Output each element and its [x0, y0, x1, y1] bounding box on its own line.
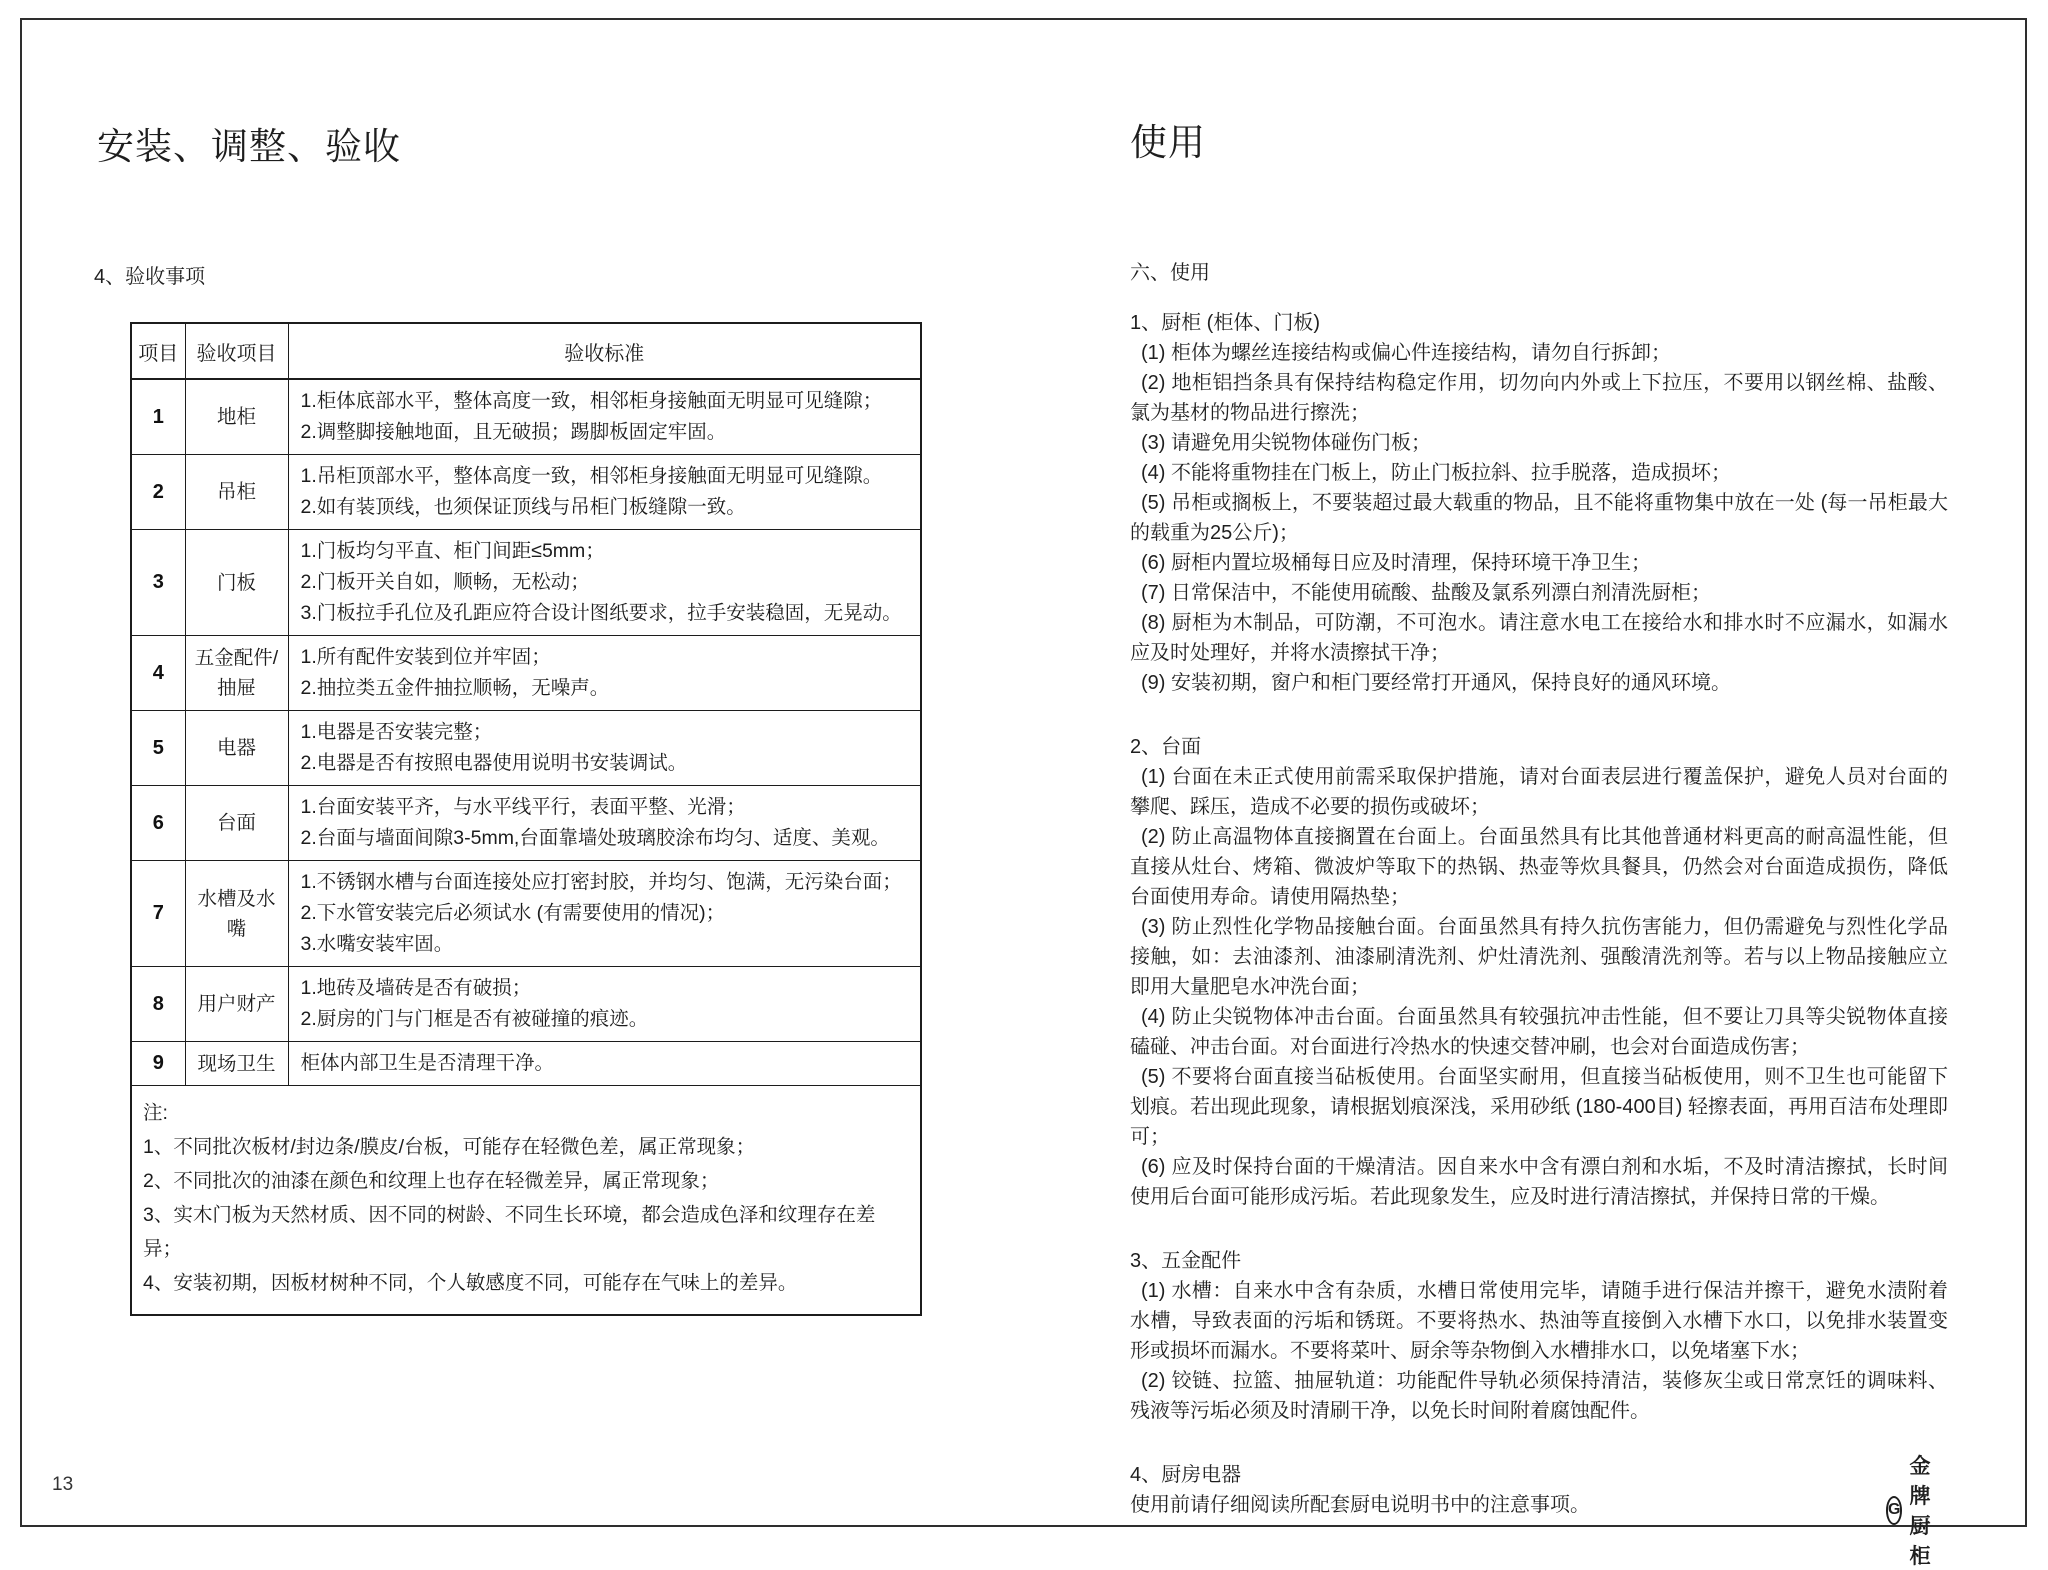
usage-intro: 使用前请仔细阅读所配套厨电说明书中的注意事项。	[1130, 1494, 1590, 1516]
standard-line: 1.所有配件安装到位并牢固；	[300, 646, 551, 668]
row-standard	[288, 861, 921, 967]
table-row	[131, 711, 921, 786]
section-heading: 4、厨房电器	[1130, 1464, 1242, 1486]
usage-item: (2) 防止高温物体直接搁置在台面上。台面虽然具有比其他普通材料更高的耐高温性能，但直接从灶台、烤箱、微波炉等取下的热锅、热壶等炊具餐具，仍然会对台面造成损伤，降低台面使用寿命。请使用隔热垫；	[1130, 826, 1948, 908]
row-standard	[288, 636, 921, 711]
row-item: 水槽及水嘴	[185, 861, 288, 967]
row-no: 7	[131, 861, 185, 967]
usage-item: (4) 防止尖锐物体冲击台面。台面虽然具有较强抗冲击性能，但不要让刀具等尖锐物体直接磕碰、冲击台面。对台面进行冷热水的快速交替冲刷，也会对台面造成伤害；	[1130, 1006, 1948, 1058]
usage-content	[1130, 308, 1948, 1520]
section-heading: 1、厨柜 (柜体、门板)	[1130, 312, 1320, 334]
row-no: 5	[131, 711, 185, 786]
usage-item: (8) 厨柜为木制品，可防潮，不可泡水。请注意水电工在接给水和排水时不应漏水，如漏水应及时处理好，并将水渍擦拭干净；	[1130, 612, 1948, 664]
note-line: 2、不同批次的油漆在颜色和纹理上也存在轻微差异，属正常现象；	[143, 1170, 720, 1192]
row-no: 9	[131, 1042, 185, 1086]
row-item: 五金配件/抽屉	[185, 636, 288, 711]
usage-item: (5) 不要将台面直接当砧板使用。台面坚实耐用，但直接当砧板使用，则不卫生也可能留下划痕。若出现此现象，请根据划痕深浅，采用砂纸 (180-400目) 轻擦表面，再用百洁布处理即可；	[1130, 1066, 1948, 1148]
row-no: 1	[131, 379, 185, 455]
standard-line: 1.不锈钢水槽与台面连接处应打密封胶，并均匀、饱满，无污染台面；	[300, 871, 902, 893]
right-main-heading: 六、使用	[1130, 262, 1210, 284]
section-heading: 3、五金配件	[1130, 1250, 1242, 1272]
left-section-heading: 4、验收事项	[94, 266, 206, 288]
row-item: 吊柜	[185, 455, 288, 530]
right-page-title: 使用	[1130, 122, 1206, 163]
standard-line: 1.柜体底部水平，整体高度一致，相邻柜身接触面无明显可见缝隙；	[300, 390, 883, 412]
table-row	[131, 1042, 921, 1086]
usage-item: (7) 日常保洁中，不能使用硫酸、盐酸及氯系列漂白剂清洗厨柜；	[1141, 582, 1711, 604]
standard-line: 1.电器是否安装完整；	[300, 721, 493, 743]
standard-line: 2.如有装顶线，也须保证顶线与吊柜门板缝隙一致。	[300, 496, 746, 518]
row-no: 8	[131, 967, 185, 1042]
standard-line: 3.门板拉手孔位及孔距应符合设计图纸要求，拉手安装稳固，无晃动。	[300, 602, 902, 624]
table-row	[131, 455, 921, 530]
brand-name: 金牌厨柜	[1909, 1455, 1932, 1568]
standard-line: 2.抽拉类五金件抽拉顺畅，无噪声。	[300, 677, 610, 699]
acceptance-table	[130, 322, 922, 1316]
row-standard	[288, 967, 921, 1042]
row-item: 现场卫生	[185, 1042, 288, 1086]
row-standard	[288, 711, 921, 786]
standard-line: 1.台面安装平齐，与水平线平行，表面平整、光滑；	[300, 796, 746, 818]
table-row	[131, 967, 921, 1042]
row-item: 台面	[185, 786, 288, 861]
usage-item: (6) 厨柜内置垃圾桶每日应及时清理，保持环境干净卫生；	[1141, 552, 1651, 574]
usage-item: (1) 台面在未正式使用前需采取保护措施，请对台面表层进行覆盖保护，避免人员对台面的攀爬、踩压，造成不必要的损伤或破坏；	[1130, 766, 1948, 818]
brand-logo	[1886, 1450, 1950, 1570]
table-row	[131, 636, 921, 711]
table-row	[131, 861, 921, 967]
table-row	[131, 786, 921, 861]
standard-line: 柜体内部卫生是否清理干净。	[300, 1052, 555, 1074]
row-no: 3	[131, 530, 185, 636]
notes-label: 注:	[143, 1102, 168, 1124]
row-standard	[288, 455, 921, 530]
header-acceptance-standard: 验收标准	[288, 323, 921, 379]
table-header-row	[131, 323, 921, 379]
section-cabinet	[1130, 308, 1948, 698]
row-standard	[288, 786, 921, 861]
brand-g-icon: G	[1886, 1496, 1902, 1525]
row-item: 门板	[185, 530, 288, 636]
usage-item: (3) 防止烈性化学物品接触台面。台面虽然具有持久抗伤害能力，但仍需避免与烈性化学品接触，如：去油漆剂、油漆刷清洗剂、炉灶清洗剂、强酸清洗剂等。若与以上物品接触应立即用大量肥皂水冲洗台面；	[1130, 916, 1948, 998]
standard-line: 2.调整脚接触地面，且无破损；踢脚板固定牢固。	[300, 421, 727, 443]
usage-item: (1) 水槽：自来水中含有杂质，水槽日常使用完毕，请随手进行保洁并擦干，避免水渍附着水槽，导致表面的污垢和锈斑。不要将热水、热油等直接倒入水槽下水口，以免排水装置变形或损坏而漏水。不要将菜叶、厨余等杂物倒入水槽排水口，以免堵塞下水；	[1130, 1280, 1948, 1362]
page-number: 13	[52, 1474, 74, 1495]
table-notes-row	[131, 1086, 921, 1316]
left-page	[0, 0, 1024, 1547]
section-hardware	[1130, 1246, 1948, 1426]
standard-line: 2.电器是否有按照电器使用说明书安装调试。	[300, 752, 688, 774]
row-item: 电器	[185, 711, 288, 786]
row-item: 用户财产	[185, 967, 288, 1042]
note-line: 1、不同批次板材/封边条/膜皮/台板，可能存在轻微色差，属正常现象；	[143, 1136, 756, 1158]
row-standard	[288, 1042, 921, 1086]
section-countertop	[1130, 732, 1948, 1212]
note-line: 3、实木门板为天然材质、因不同的树龄、不同生长环境，都会造成色泽和纹理存在差异；	[143, 1204, 876, 1260]
usage-item: (2) 铰链、拉篮、抽屉轨道：功能配件导轨必须保持清洁，装修灰尘或日常烹饪的调味料、残液等污垢必须及时清刷干净，以免长时间附着腐蚀配件。	[1130, 1370, 1948, 1422]
standard-line: 2.台面与墙面间隙3-5mm,台面靠墙处玻璃胶涂布均匀、适度、美观。	[300, 827, 890, 849]
row-no: 4	[131, 636, 185, 711]
row-no: 6	[131, 786, 185, 861]
standard-line: 1.门板均匀平直、柜门间距≤5mm；	[300, 540, 605, 562]
usage-item: (9) 安装初期，窗户和柜门要经常打开通风，保持良好的通风环境。	[1141, 672, 1731, 694]
header-acceptance-item: 验收项目	[185, 323, 288, 379]
section-kitchen-appliance	[1130, 1460, 1948, 1520]
standard-line: 1.吊柜顶部水平，整体高度一致，相邻柜身接触面无明显可见缝隙。	[300, 465, 883, 487]
section-heading: 2、台面	[1130, 736, 1202, 758]
table-row	[131, 530, 921, 636]
standard-line: 1.地砖及墙砖是否有破损；	[300, 977, 532, 999]
usage-item: (3) 请避免用尖锐物体碰伤门板；	[1141, 432, 1431, 454]
standard-line: 2.厨房的门与门框是否有被碰撞的痕迹。	[300, 1008, 649, 1030]
usage-item: (5) 吊柜或搁板上，不要装超过最大载重的物品，且不能将重物集中放在一处 (每一吊柜最大的载重为25公斤)；	[1130, 492, 1948, 544]
row-item: 地柜	[185, 379, 288, 455]
standard-line: 2.门板开关自如，顺畅，无松动；	[300, 571, 590, 593]
row-no: 2	[131, 455, 185, 530]
row-standard	[288, 530, 921, 636]
table-row	[131, 379, 921, 455]
usage-item: (6) 应及时保持台面的干燥清洁。因自来水中含有漂白剂和水垢，不及时清洁擦拭，长时间使用后台面可能形成污垢。若此现象发生，应及时进行清洁擦拭，并保持日常的干燥。	[1130, 1156, 1948, 1208]
usage-item: (1) 柜体为螺丝连接结构或偏心件连接结构，请勿自行拆卸；	[1141, 342, 1671, 364]
standard-line: 2.下水管安装完后必须试水 (有需要使用的情况)；	[300, 902, 726, 924]
right-page	[1130, 0, 1950, 1568]
note-line: 4、安装初期，因板材树种不同，个人敏感度不同，可能存在气味上的差异。	[143, 1272, 798, 1294]
usage-item: (4) 不能将重物挂在门板上，防止门板拉斜、拉手脱落，造成损坏；	[1141, 462, 1731, 484]
header-item-no: 项目	[131, 323, 185, 379]
standard-line: 3.水嘴安装牢固。	[300, 933, 454, 955]
usage-item: (2) 地柜铝挡条具有保持结构稳定作用，切勿向内外或上下拉压，不要用以钢丝棉、盐酸、氯为基材的物品进行擦洗；	[1130, 372, 1948, 424]
row-standard	[288, 379, 921, 455]
left-page-title: 安装、调整、验收	[97, 126, 401, 167]
table-notes	[131, 1086, 921, 1316]
